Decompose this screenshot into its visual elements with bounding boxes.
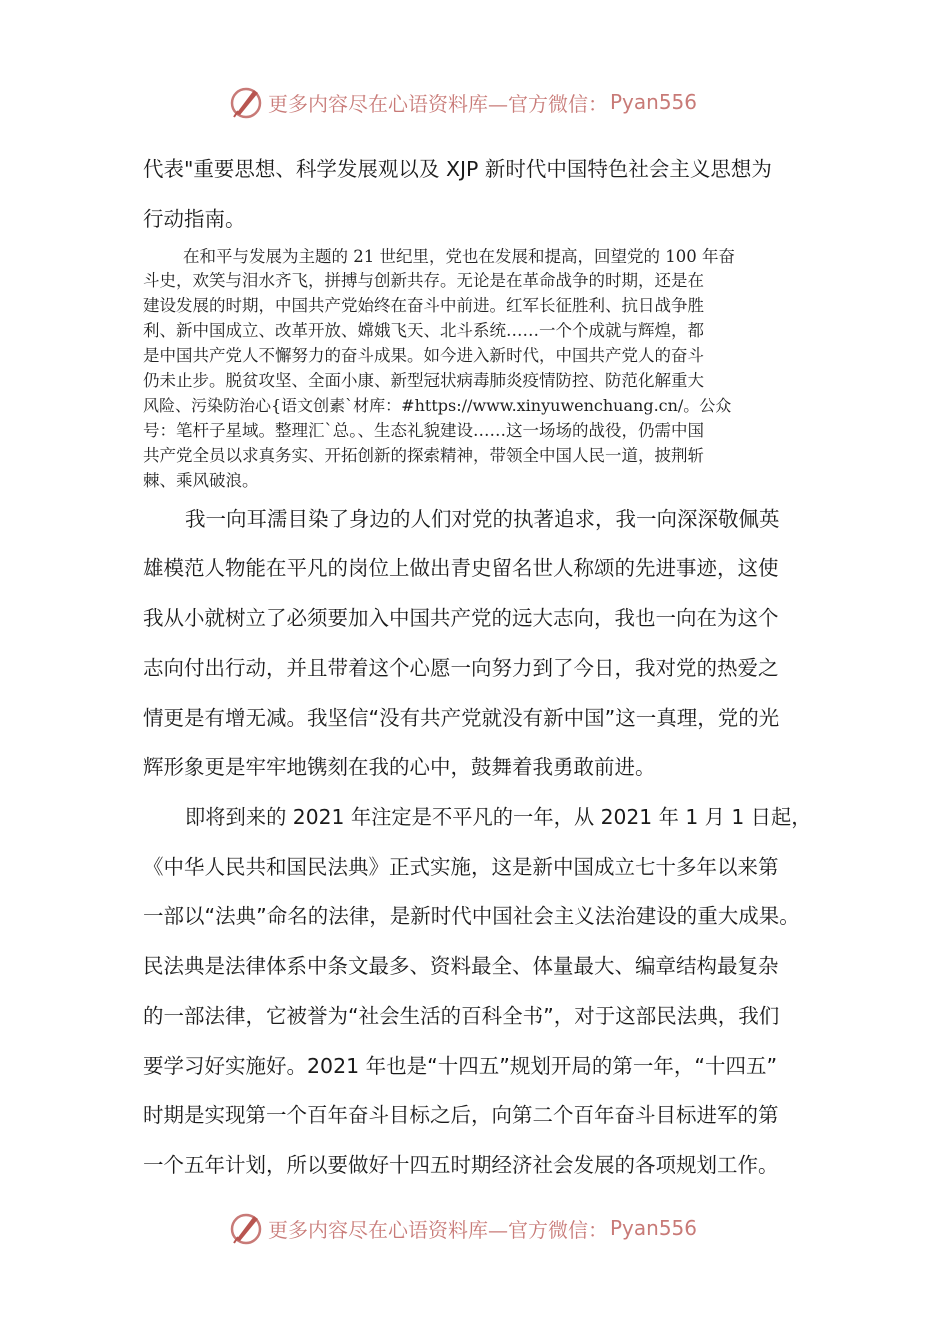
paragraph-line: 辉形象更是牢牢地镌刻在我的心中，鼓舞着我勇敢前进。 — [143, 755, 656, 779]
quill-logo-icon — [228, 1210, 264, 1246]
serif-paragraph-line: 是中国共产党人不懈努力的奋斗成果。如今进入新时代，中国共产党人的奋斗 — [143, 346, 704, 365]
intro-line: 代表"重要思想、科学发展观以及 XJP 新时代中国特色社会主义思想为 — [143, 157, 772, 181]
serif-paragraph-line: 风险、污染防治心{语文创素`材库：#https://www.xinyuwenchuang.cn/。公众 — [143, 396, 732, 415]
paragraph-line: 要学习好实施好。2021 年也是“十四五”规划开局的第一年，“十四五” — [143, 1054, 778, 1078]
serif-paragraph-line: 号：笔杆子星域。整理汇`总。、生态礼貌建设……这一场场的战役，仍需中国 — [143, 421, 704, 440]
paragraph-line: 我一向耳濡目染了身边的人们对党的执著追求，我一向深深敬佩英 — [185, 507, 780, 531]
paragraph-line: 雄模范人物能在平凡的岗位上做出青史留名世人称颂的先进事迹，这使 — [143, 556, 779, 580]
serif-paragraph-line: 棘、乘风破浪。 — [143, 471, 259, 490]
paragraph-line: 一个五年计划，所以要做好十四五时期经济社会发展的各项规划工作。 — [143, 1153, 779, 1177]
paragraph-line: 时期是实现第一个百年奋斗目标之后，向第二个百年奋斗目标进军的第 — [143, 1103, 779, 1127]
serif-paragraph-line: 共产党全员以求真务实、开拓创新的探索精神，带领全中国人民一道，披荆斩 — [143, 446, 704, 465]
serif-paragraph-line: 斗史，欢笑与泪水齐飞，拼搏与创新共存。无论是在革命战争的时期，还是在 — [143, 271, 704, 290]
header-banner — [228, 82, 697, 122]
banner-wechat-id: Pyan556 — [610, 1216, 698, 1240]
paragraph-line: 民法典是法律体系中条文最多、资料最全、体量最大、编章结构最复杂 — [143, 954, 779, 978]
paragraph-line: 志向付出行动，并且带着这个心愿一向努力到了今日，我对党的热爱之 — [143, 656, 779, 680]
serif-paragraph-line: 建设发展的时期，中国共产党始终在奋斗中前进。红军长征胜利、抗日战争胜 — [143, 296, 704, 315]
banner-wechat-id: Pyan556 — [610, 90, 698, 114]
paragraph-line: 即将到来的 2021 年注定是不平凡的一年，从 2021 年 1 月 1 日起， — [185, 805, 812, 829]
serif-paragraph-line: 在和平与发展为主题的 21 世纪里，党也在发展和提高，回望党的 100 年奋 — [183, 247, 735, 266]
paragraph-line: 一部以“法典”命名的法律，是新时代中国社会主义法治建设的重大成果。 — [143, 904, 800, 928]
paragraph-line: 《中华人民共和国民法典》正式实施，这是新中国成立七十多年以来第 — [143, 855, 779, 879]
paragraph-line: 的一部法律，它被誉为“社会生活的百科全书”，对于这部民法典，我们 — [143, 1004, 780, 1028]
banner-text: 更多内容尽在心语资料库—官方微信： — [268, 1217, 608, 1242]
banner-text: 更多内容尽在心语资料库—官方微信： — [268, 91, 608, 116]
intro-line: 行动指南。 — [143, 207, 246, 231]
quill-logo-icon — [228, 84, 264, 120]
serif-paragraph-line: 利、新中国成立、改革开放、嫦娥飞天、北斗系统……一个个成就与辉煌，都 — [143, 321, 704, 340]
paragraph-line: 情更是有增无减。我坚信“没有共产党就没有新中国”这一真理，党的光 — [143, 706, 780, 730]
serif-paragraph-line: 仍未止步。脱贫攻坚、全面小康、新型冠状病毒肺炎疫情防控、防范化解重大 — [143, 371, 704, 390]
footer-banner — [228, 1208, 697, 1248]
paragraph-line: 我从小就树立了必须要加入中国共产党的远大志向，我也一向在为这个 — [143, 606, 779, 630]
